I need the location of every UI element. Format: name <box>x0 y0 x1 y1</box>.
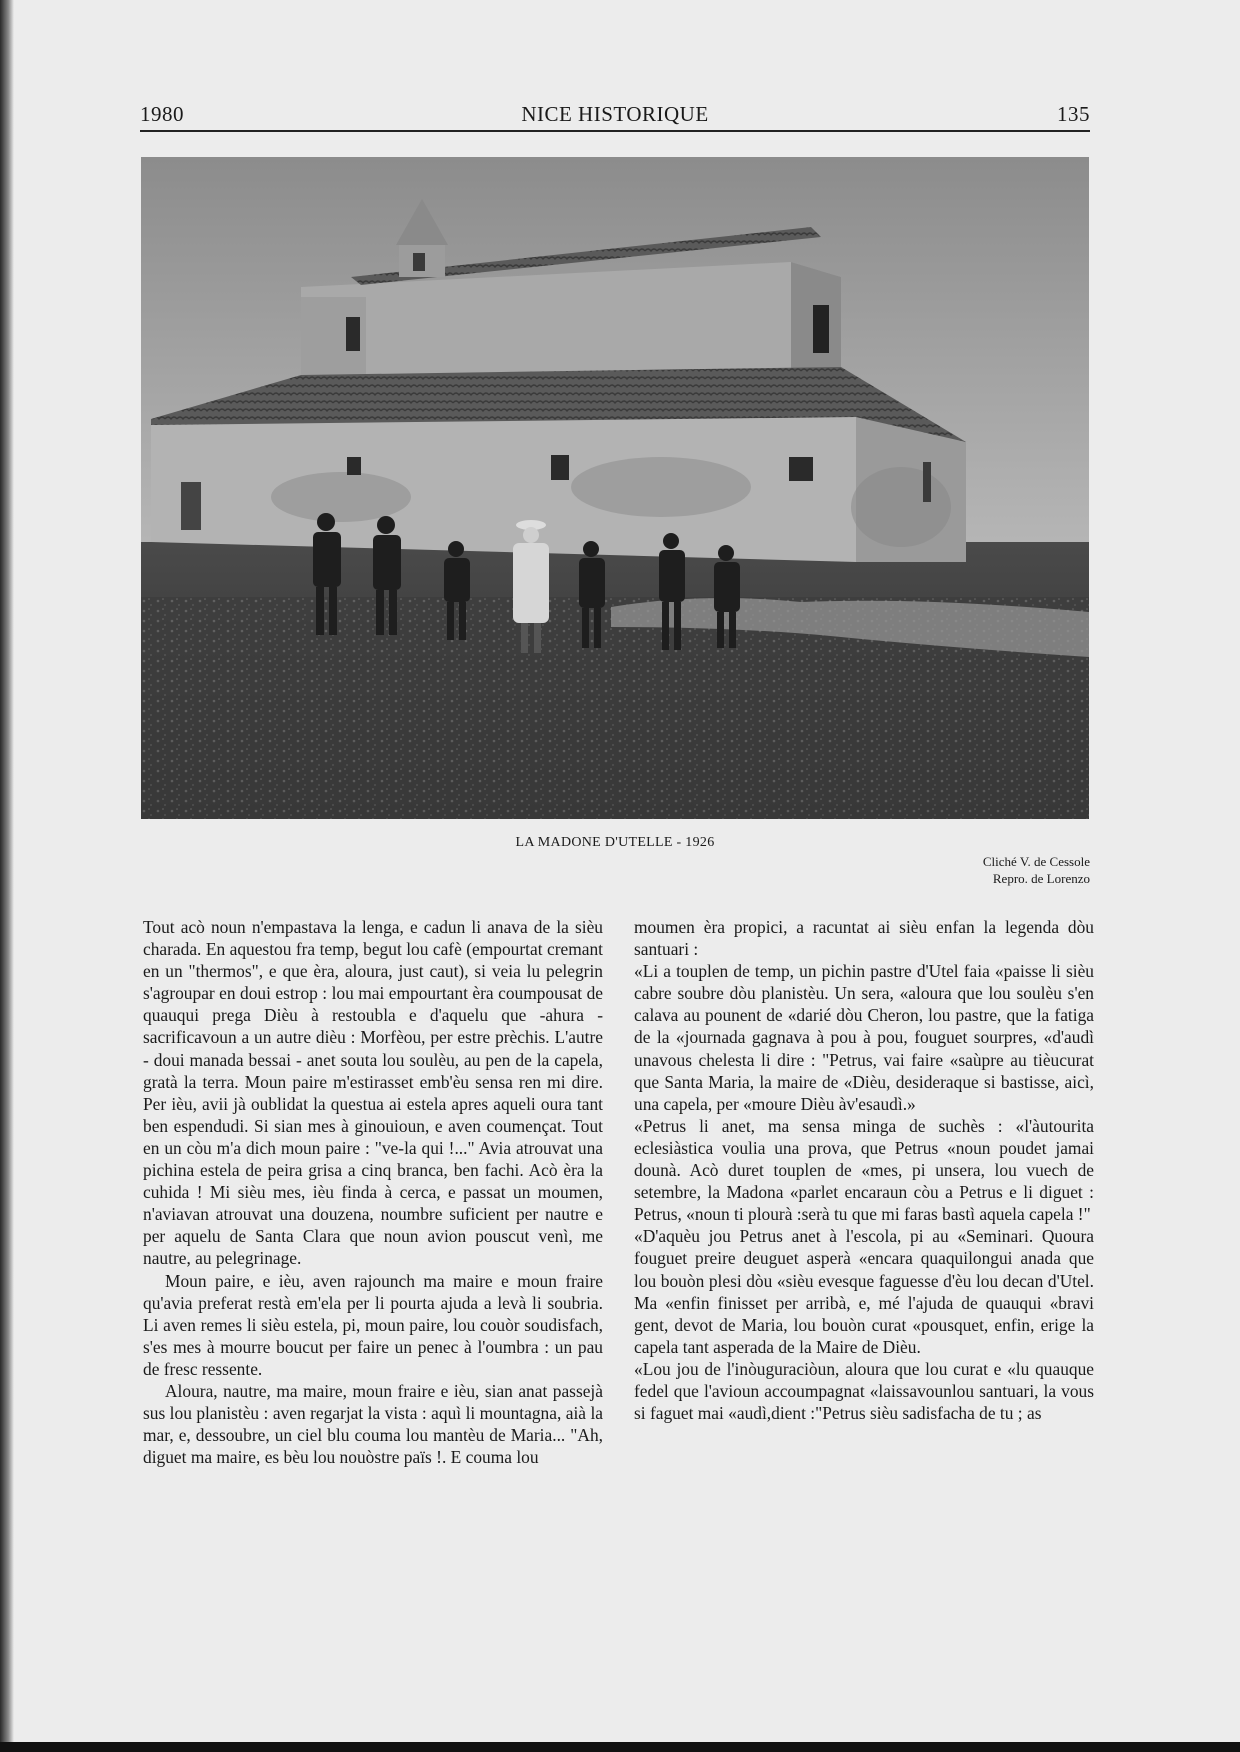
chapel-photo-image <box>141 157 1089 819</box>
page-scan-bottom-edge <box>0 1742 1240 1752</box>
running-header <box>140 100 1090 132</box>
header-year: 1980 <box>140 102 184 126</box>
paragraph: Aloura, nautre, ma maire, moun fraire e ièu, sian anat passejà sus lou planistèu : aven regarjat la vista : aquì li mountagna, aià la mar, e, dessoubre, un ciel blu couma lou mantèu de Maria... "Ah, diguet ma maire, es bèu lou nouòstre païs !. E couma lou <box>143 1380 603 1468</box>
paragraph: «D'aquèu jou Petrus anet à l'escola, pi au «Seminari. Quoura fouguet preire deuguet asperà «encara quaquilongui anada que lou bouòn plesi dòu «sièu evesque faguesse d'èu lou decan d'Utel. Ma «enfin finisset per arribà, e, mé l'ajuda de quauqui «bravi gent, devot de Maria, lou bouòn curat «pousquet, enfin, erige la capela tant asperada de la Maire de Dièu. <box>634 1226 1094 1357</box>
journal-title: NICE HISTORIQUE <box>521 102 709 126</box>
page-scan-edge <box>0 0 14 1752</box>
paragraph: «Li a touplen de temp, un pichin pastre d'Utel faia «paisse li sièu cabre soubre dòu planistèu. Un sera, «aloura que lou soulèu s'en calava au pounent de «darié dòu Cheron, lou pastre, que la fatiga de la «journada gagnava à pou à pou, fouguet sourpres, «d'audì unavous chelesta li dire : "Petrus, vai faire «saùpre au tièucurat que Santa Maria, la maire de «Dièu, desideraque si bastisse, aicì, una capela, per «moure Dièu àv'esaudì.» <box>634 961 1094 1114</box>
repro-credit-line: Repro. de Lorenzo <box>992 871 1090 886</box>
paragraph: «Petrus li anet, ma sensa minga de suchès : «l'àutourita eclesiàstica voulia una prova, que Petrus «noun poudet jamai dounà. Acò duret touplen de «mes, pi unsera, lou vuech de setembre, la Madona «parlet encaraun còu a Petrus e li diguet : Petrus, «noun ti plourà :serà tu que mi faras bastì aquela capela !" <box>634 1115 1094 1225</box>
photo-credit-line: Cliché V. de Cessole <box>982 854 1090 869</box>
photo-credit <box>983 853 1090 887</box>
paragraph: «Lou jou de l'inòuguraciòun, aloura que lou curat e «lu quauque fedel que l'avioun accoumpagnat «laissavounlou santuari, la vous si faguet mai «audì,dient :"Petrus sièu sadisfacha de tu ; as <box>634 1358 1094 1424</box>
paragraph: moumen èra propici, a racuntat ai sièu enfan la legenda dòu santuari : <box>634 917 1094 960</box>
left-text-column <box>143 916 603 1468</box>
paragraph: Tout acò noun n'empastava la lenga, e cadun li anava de la sièu charada. En aquestou fra temp, begut lou cafè (empourtat cremant en un "thermos", e que èra, aloura, just caut), si veia lu pelegrin s'agroupar en doui estrop : lou mai empourtant èra coumpousat de quauqui prega Dièu à restoubla e d'aquelu que -ahura - sacrificavoun a un autre dièu : Morfèou, per estre prèchis. L'autre - doui manada bessai - anet souta lou soulèu, au pen de la capela, gratà la terra. Moun paire m'estirasset emb'èu sensa ren mi dire. Per ièu, avii jà oublidat la questua ai estela apres aqueli oura tant ben espendudi. Si sian mes à ginouioun, e aven coumençat. Tout en un còu m'a dich moun paire : "ve-la qui !..." Avia atrouvat una pichina estela de peira grisa a cinq branca, ben fachi. Acò èra la cuhida ! Mi sièu mes, ièu finda à cerca, e passat un moumen, n'aviavan atrouvat una douzena, noumbre suficient per nautre e per aquelu de Santa Clara que noun avion pouscut venì, me nautre, au pelegrinage. <box>143 917 603 1269</box>
paragraph: Moun paire, e ièu, aven rajounch ma maire e moun fraire qu'avia preferat restà em'ela per li pourta ajuda a levà li soubria. Li aven remes li sièu estela, pi, moun paire, lou couòr soudisfach, s'es mes à mourre boucut per faire un penec à l'oumbra : un pau de fresc ressente. <box>143 1270 603 1379</box>
right-text-column <box>634 916 1094 1424</box>
page-number: 135 <box>1057 102 1090 126</box>
figure-caption: LA MADONE D'UTELLE - 1926 <box>515 835 715 850</box>
chapel-photograph <box>141 157 1089 819</box>
